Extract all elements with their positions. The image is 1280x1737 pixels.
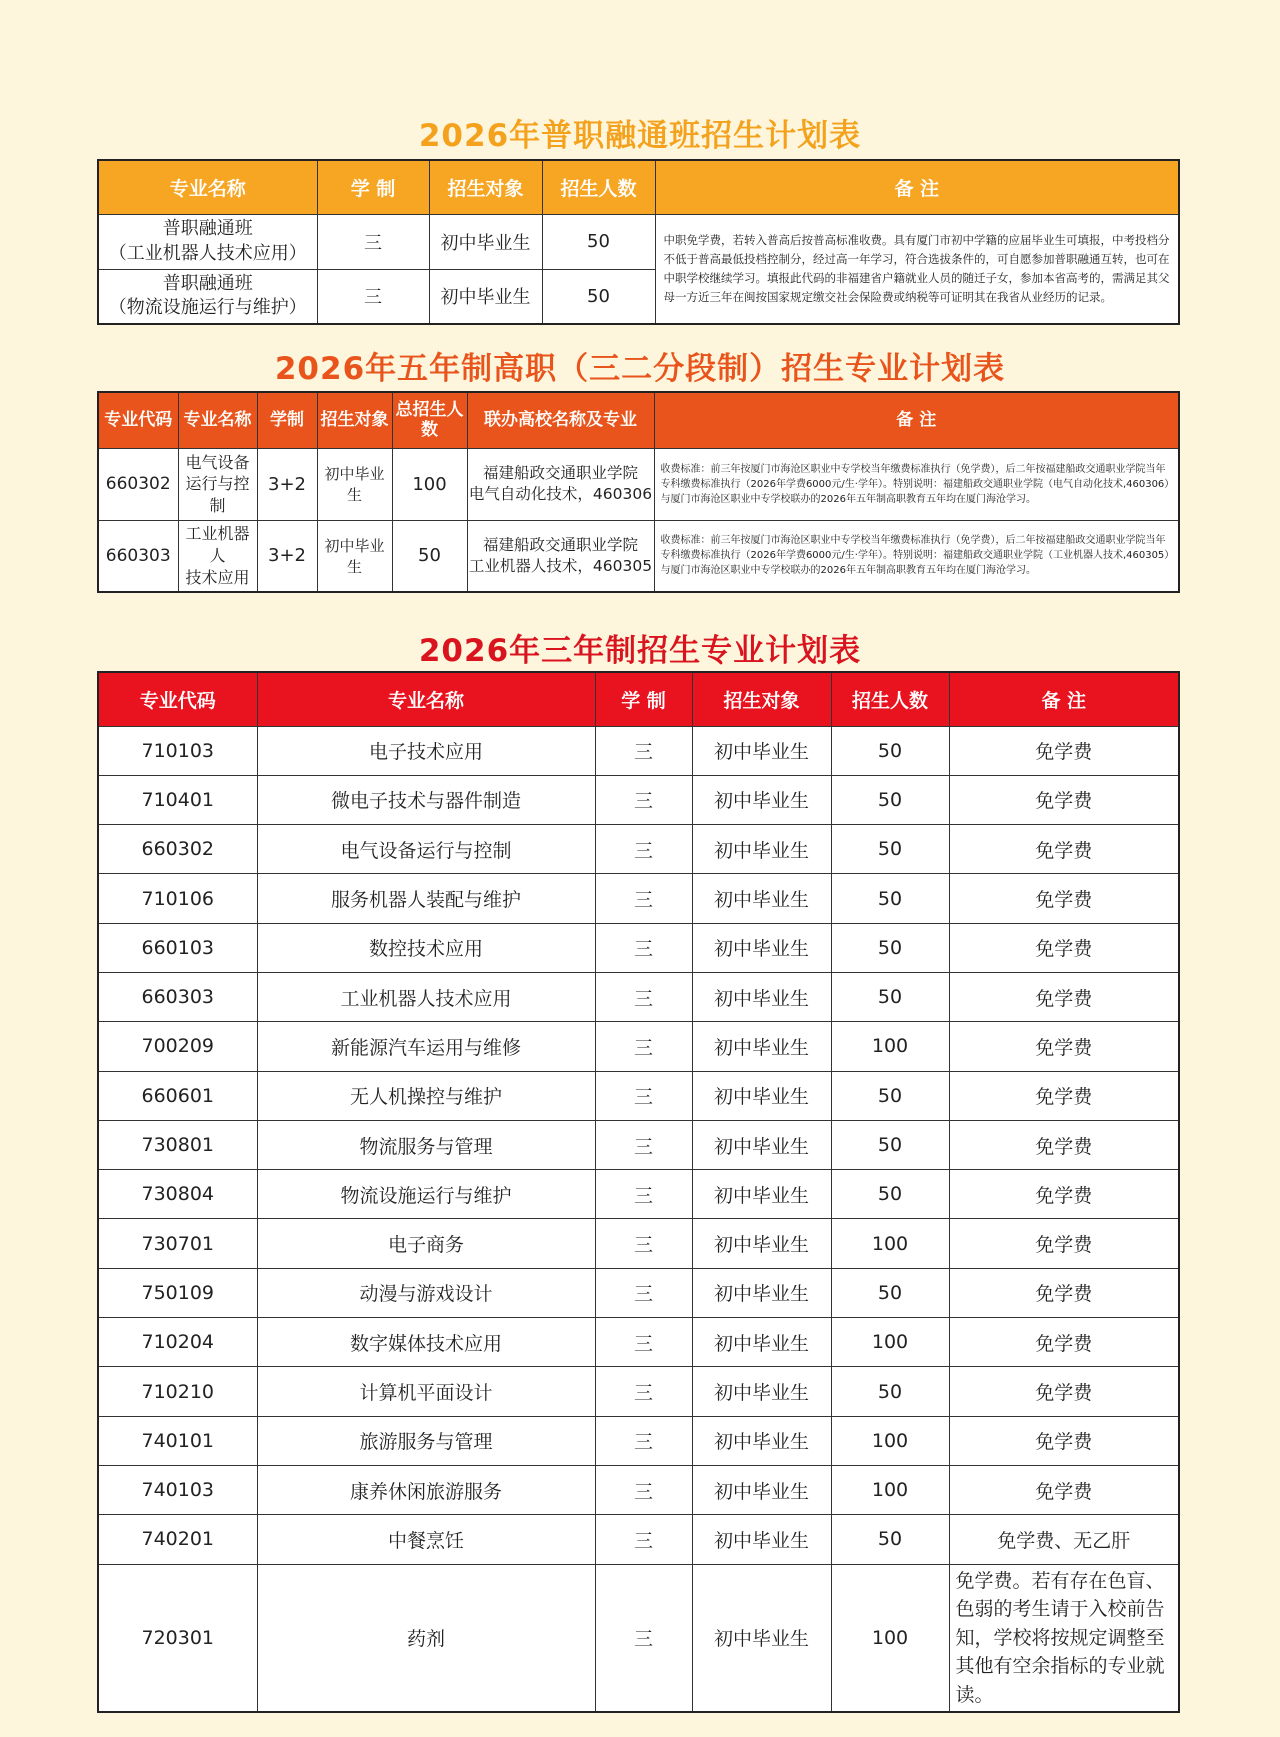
code-cell: 660302 <box>98 448 178 520</box>
system-cell: 三 <box>595 1022 692 1071</box>
target-cell: 初中毕业生 <box>692 874 831 923</box>
target-cell: 初中毕业生 <box>692 923 831 972</box>
note-cell: 免学费 <box>949 775 1179 824</box>
target-cell: 初中毕业生 <box>692 726 831 775</box>
count-cell: 50 <box>831 1170 949 1219</box>
major-name-line: （物流设施运行与维护） <box>108 297 307 319</box>
table-row <box>98 726 1179 775</box>
table-row <box>98 825 1179 874</box>
count-cell: 100 <box>831 1318 949 1367</box>
major-name-cell <box>178 520 257 592</box>
major-name-cell: 数控技术应用 <box>257 923 595 972</box>
major-name-cell: 药剂 <box>257 1564 595 1712</box>
table2-header-cell: 备 注 <box>654 392 1179 448</box>
table3-header-cell: 招生对象 <box>692 672 831 726</box>
code-cell: 740103 <box>98 1465 257 1514</box>
table2-header-cell: 专业代码 <box>98 392 178 448</box>
table-row <box>98 923 1179 972</box>
major-name-cell: 工业机器人技术应用 <box>257 972 595 1021</box>
table1-header-row <box>98 160 1179 214</box>
note-cell: 免学费 <box>949 1219 1179 1268</box>
note-cell: 免学费 <box>949 874 1179 923</box>
table3 <box>97 671 1180 1713</box>
system-cell: 三 <box>595 1318 692 1367</box>
table2 <box>97 391 1180 593</box>
count-cell: 50 <box>831 1268 949 1317</box>
note-cell: 中职免学费，若转入普高后按普高标准收费。具有厦门市初中学籍的应届毕业生可填报，中考投档分不低于普高最低投档控制分，经过高一年学习，符合选拔条件的，可自愿参加普职融通互转，也可在中职学校继续学习。填报此代码的非福建省户籍就业人员的随迁子女，参加本省高考的，需满足其父母一方近三年在闽按国家规定缴交社会保险费或纳税等可证明其在我省从业经历的记录。 <box>655 214 1179 324</box>
major-name-cell: 物流服务与管理 <box>257 1120 595 1169</box>
target-cell: 初中毕业生 <box>429 269 542 324</box>
code-cell: 750109 <box>98 1268 257 1317</box>
code-cell: 730801 <box>98 1120 257 1169</box>
code-cell: 710401 <box>98 775 257 824</box>
table-row <box>98 1219 1179 1268</box>
major-name-line: （工业机器人技术应用） <box>108 242 307 264</box>
code-cell: 730804 <box>98 1170 257 1219</box>
table2-header-cell: 联办高校名称及专业 <box>467 392 654 448</box>
system-cell: 三 <box>595 1465 692 1514</box>
table1-header-cell: 招生对象 <box>429 160 542 214</box>
count-cell: 50 <box>831 825 949 874</box>
major-name-cell: 电子技术应用 <box>257 726 595 775</box>
table-row <box>98 1465 1179 1514</box>
major-name-cell: 微电子技术与器件制造 <box>257 775 595 824</box>
major-name-cell: 康养休闲旅游服务 <box>257 1465 595 1514</box>
code-cell: 710210 <box>98 1367 257 1416</box>
count-cell: 50 <box>831 874 949 923</box>
partner-line: 福建船政交通职业学院 <box>482 535 638 554</box>
target-cell: 初中毕业生 <box>692 1465 831 1514</box>
system-cell: 三 <box>595 1170 692 1219</box>
major-name-line: 工业机器人 <box>185 524 250 565</box>
table1-header-cell: 专业名称 <box>98 160 317 214</box>
system-cell: 三 <box>595 923 692 972</box>
major-name-cell: 动漫与游戏设计 <box>257 1268 595 1317</box>
table3-header-cell: 招生人数 <box>831 672 949 726</box>
count-cell: 100 <box>831 1416 949 1465</box>
target-cell: 初中毕业生 <box>692 1367 831 1416</box>
note-cell: 免学费。若有存在色盲、色弱的考生请于入校前告知，学校将按规定调整至其他有空余指标的专业就读。 <box>949 1564 1179 1712</box>
note-cell: 免学费 <box>949 1416 1179 1465</box>
target-cell: 初中毕业生 <box>692 775 831 824</box>
code-cell: 740201 <box>98 1515 257 1564</box>
count-cell: 50 <box>831 923 949 972</box>
target-cell: 初中毕业生 <box>429 214 542 269</box>
table-row <box>98 775 1179 824</box>
table-row <box>98 1416 1179 1465</box>
major-name-line: 技术应用 <box>185 567 250 587</box>
target-cell: 初中毕业生 <box>692 1416 831 1465</box>
count-cell: 50 <box>831 1515 949 1564</box>
code-cell: 710103 <box>98 726 257 775</box>
count-cell: 50 <box>831 775 949 824</box>
system-cell: 三 <box>595 1219 692 1268</box>
target-cell: 初中毕业生 <box>692 1219 831 1268</box>
note-cell: 免学费 <box>949 923 1179 972</box>
system-cell: 三 <box>595 1268 692 1317</box>
system-cell: 三 <box>595 1416 692 1465</box>
note-cell: 免学费 <box>949 1022 1179 1071</box>
note-cell: 收费标准：前三年按厦门市海沧区职业中专学校当年缴费标准执行（免学费），后二年按福建船政交通职业学院当年专科缴费标准执行（2026年学费6000元/生·学年）。特别说明：福建船政交通职业学院（工业机器人技术,460305）与厦门市海沧区职业中专学校联办的2026年五年制高职教育五年均在厦门海沧学习。 <box>654 520 1179 592</box>
code-cell: 730701 <box>98 1219 257 1268</box>
system-cell: 3+2 <box>257 520 317 592</box>
target-cell: 初中毕业生 <box>692 1170 831 1219</box>
system-cell: 三 <box>595 874 692 923</box>
note-cell: 免学费 <box>949 1268 1179 1317</box>
code-cell: 710106 <box>98 874 257 923</box>
table2-header-cell: 专业名称 <box>178 392 257 448</box>
system-cell: 三 <box>317 269 429 324</box>
count-cell: 100 <box>831 1564 949 1712</box>
system-cell: 三 <box>595 1564 692 1712</box>
table3-header-cell: 学 制 <box>595 672 692 726</box>
code-cell: 720301 <box>98 1564 257 1712</box>
major-name-cell: 数字媒体技术应用 <box>257 1318 595 1367</box>
table-row <box>98 874 1179 923</box>
table2-header-cell: 总招生人数 <box>392 392 467 448</box>
code-cell: 710204 <box>98 1318 257 1367</box>
count-cell: 50 <box>542 269 655 324</box>
code-cell: 700209 <box>98 1022 257 1071</box>
table2-header-row <box>98 392 1179 448</box>
major-name-cell <box>178 448 257 520</box>
major-name-cell <box>98 214 317 269</box>
target-cell: 初中毕业生 <box>317 520 392 592</box>
note-cell: 免学费 <box>949 972 1179 1021</box>
target-cell: 初中毕业生 <box>692 972 831 1021</box>
note-cell: 免学费 <box>949 1170 1179 1219</box>
count-cell: 50 <box>831 1071 949 1120</box>
major-name-cell: 服务机器人装配与维护 <box>257 874 595 923</box>
code-cell: 740101 <box>98 1416 257 1465</box>
note-cell: 免学费 <box>949 1367 1179 1416</box>
count-cell: 50 <box>831 726 949 775</box>
note-cell: 免学费 <box>949 1465 1179 1514</box>
target-cell: 初中毕业生 <box>692 1564 831 1712</box>
table2-title: 2026年五年制高职（三二分段制）招生专业计划表 <box>274 351 1006 387</box>
system-cell: 三 <box>595 1515 692 1564</box>
code-cell: 660303 <box>98 520 178 592</box>
major-name-cell: 新能源汽车运用与维修 <box>257 1022 595 1071</box>
major-name-cell: 计算机平面设计 <box>257 1367 595 1416</box>
partner-line: 工业机器人技术，460305 <box>468 556 653 575</box>
target-cell: 初中毕业生 <box>692 1022 831 1071</box>
partner-line: 电气自动化技术，460306 <box>468 485 653 503</box>
major-name-line: 运行与控制 <box>185 474 250 515</box>
table-row <box>98 1170 1179 1219</box>
table-row <box>98 1367 1179 1416</box>
count-cell: 100 <box>831 1465 949 1514</box>
count-cell: 50 <box>542 214 655 269</box>
partner-cell <box>467 520 654 592</box>
system-cell: 3+2 <box>257 448 317 520</box>
table-row <box>98 972 1179 1021</box>
major-name-line: 普职融通班 <box>162 272 253 294</box>
system-cell: 三 <box>595 726 692 775</box>
system-cell: 三 <box>317 214 429 269</box>
system-cell: 三 <box>595 1367 692 1416</box>
major-name-cell: 物流设施运行与维护 <box>257 1170 595 1219</box>
table1-header-cell: 招生人数 <box>542 160 655 214</box>
table3-body <box>98 726 1179 1712</box>
target-cell: 初中毕业生 <box>692 1120 831 1169</box>
major-name-cell: 无人机操控与维护 <box>257 1071 595 1120</box>
note-cell: 免学费 <box>949 825 1179 874</box>
note-cell: 免学费 <box>949 1318 1179 1367</box>
note-cell: 免学费 <box>949 1120 1179 1169</box>
major-name-cell: 中餐烹饪 <box>257 1515 595 1564</box>
target-cell: 初中毕业生 <box>692 825 831 874</box>
count-cell: 50 <box>831 1120 949 1169</box>
table1 <box>97 159 1180 325</box>
count-cell: 100 <box>831 1022 949 1071</box>
system-cell: 三 <box>595 1071 692 1120</box>
major-name-cell: 电气设备运行与控制 <box>257 825 595 874</box>
note-cell: 免学费、无乙肝 <box>949 1515 1179 1564</box>
table-row <box>98 1564 1179 1712</box>
table-row <box>98 1318 1179 1367</box>
count-cell: 100 <box>831 1219 949 1268</box>
table-row <box>98 520 1179 592</box>
major-name-cell: 旅游服务与管理 <box>257 1416 595 1465</box>
note-cell: 免学费 <box>949 726 1179 775</box>
table-row <box>98 214 1179 269</box>
count-cell: 50 <box>392 520 467 592</box>
target-cell: 初中毕业生 <box>692 1268 831 1317</box>
count-cell: 50 <box>831 1367 949 1416</box>
system-cell: 三 <box>595 825 692 874</box>
system-cell: 三 <box>595 775 692 824</box>
table3-header-cell: 专业代码 <box>98 672 257 726</box>
table-row <box>98 1071 1179 1120</box>
table3-header-cell: 专业名称 <box>257 672 595 726</box>
code-cell: 660302 <box>98 825 257 874</box>
table-row <box>98 1120 1179 1169</box>
table3-title: 2026年三年制招生专业计划表 <box>418 633 862 669</box>
target-cell: 初中毕业生 <box>692 1318 831 1367</box>
count-cell: 50 <box>831 972 949 1021</box>
note-cell: 免学费 <box>949 1071 1179 1120</box>
major-name-cell <box>98 269 317 324</box>
table-row <box>98 448 1179 520</box>
table1-header-cell: 备 注 <box>655 160 1179 214</box>
major-name-line: 电气设备 <box>185 452 250 472</box>
target-cell: 初中毕业生 <box>692 1515 831 1564</box>
system-cell: 三 <box>595 1120 692 1169</box>
target-cell: 初中毕业生 <box>692 1071 831 1120</box>
major-name-line: 普职融通班 <box>162 218 253 240</box>
partner-line: 福建船政交通职业学院 <box>482 464 638 483</box>
table1-title: 2026年普职融通班招生计划表 <box>418 118 862 154</box>
target-cell: 初中毕业生 <box>317 448 392 520</box>
table-row <box>98 1268 1179 1317</box>
note-cell: 收费标准：前三年按厦门市海沧区职业中专学校当年缴费标准执行（免学费），后二年按福建船政交通职业学院当年专科缴费标准执行（2026年学费6000元/生·学年）。特别说明：福建船政交通职业学院（电气自动化技术,460306）与厦门市海沧区职业中专学校联办的2026年五年制高职教育五年均在厦门海沧学习。 <box>654 448 1179 520</box>
partner-cell <box>467 448 654 520</box>
code-cell: 660601 <box>98 1071 257 1120</box>
table3-header-cell: 备 注 <box>949 672 1179 726</box>
table2-header-cell: 学制 <box>257 392 317 448</box>
code-cell: 660303 <box>98 972 257 1021</box>
table2-header-cell: 招生对象 <box>317 392 392 448</box>
table-row <box>98 1515 1179 1564</box>
table1-header-cell: 学 制 <box>317 160 429 214</box>
code-cell: 660103 <box>98 923 257 972</box>
table-row <box>98 1022 1179 1071</box>
table3-header-row <box>98 672 1179 726</box>
system-cell: 三 <box>595 972 692 1021</box>
count-cell: 100 <box>392 448 467 520</box>
major-name-cell: 电子商务 <box>257 1219 595 1268</box>
